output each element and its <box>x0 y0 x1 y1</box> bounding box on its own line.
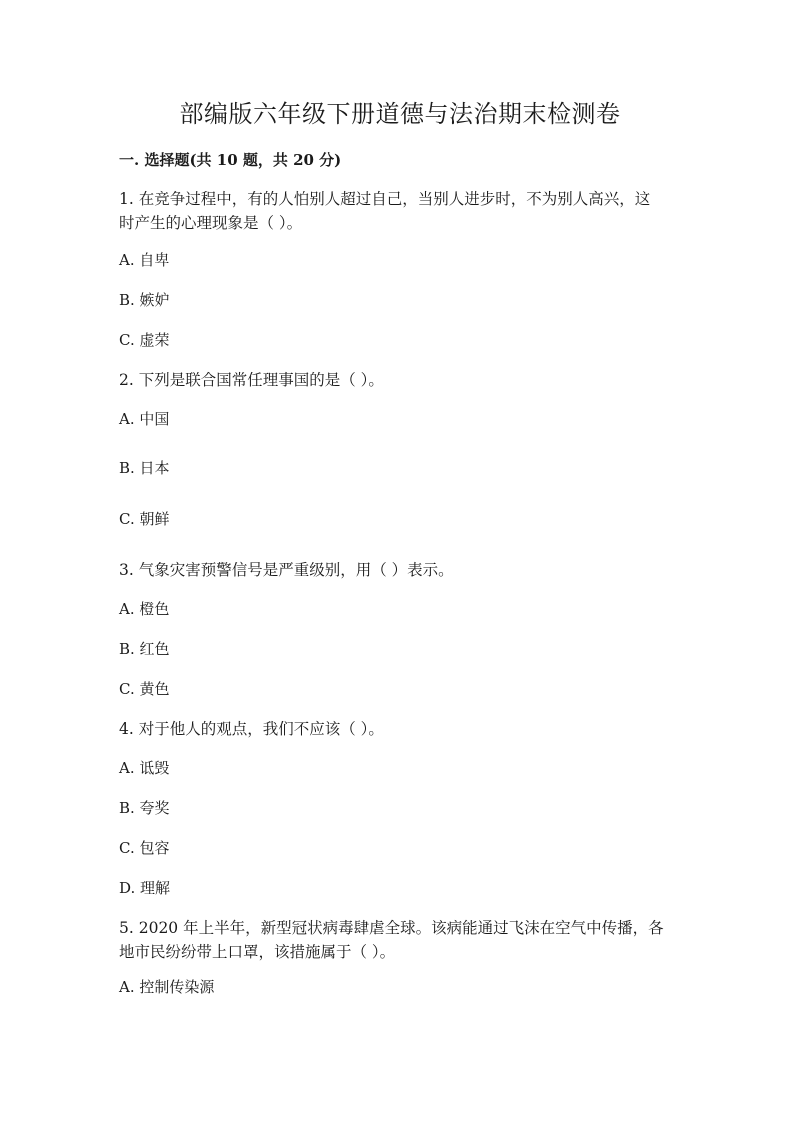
question-3-option-a: A. 橙色 <box>119 600 170 618</box>
question-2-option-c: C. 朝鲜 <box>119 510 170 528</box>
question-2-stem: 2. 下列是联合国常任理事国的是（ ）。 <box>119 371 384 389</box>
question-1-option-c: C. 虚荣 <box>119 331 170 349</box>
question-4-option-a: A. 诋毁 <box>119 759 170 777</box>
question-4-stem: 4. 对于他人的观点，我们不应该（ ）。 <box>119 720 384 738</box>
question-3-option-c: C. 黄色 <box>119 680 170 698</box>
question-4-option-c: C. 包容 <box>119 839 170 857</box>
question-2-option-b: B. 日本 <box>119 459 170 477</box>
question-3-option-b: B. 红色 <box>119 640 170 658</box>
question-5-stem-line-2: 地市民纷纷带上口罩，该措施属于（ ）。 <box>119 943 396 961</box>
question-4-option-b: B. 夸奖 <box>119 799 170 817</box>
question-1-option-a: A. 自卑 <box>119 251 170 269</box>
section-header: 一. 选择题(共 10 题，共 20 分) <box>119 151 342 169</box>
exam-title: 部编版六年级下册道德与法治期末检测卷 <box>179 100 621 128</box>
question-1-stem-line-1: 1. 在竞争过程中，有的人怕别人超过自己，当别人进步时，不为别人高兴，这 <box>119 190 651 208</box>
question-2-option-a: A. 中国 <box>119 410 170 428</box>
question-5-option-a: A. 控制传染源 <box>119 978 215 996</box>
question-1-option-b: B. 嫉妒 <box>119 291 170 309</box>
question-3-stem: 3. 气象灾害预警信号是严重级别，用（ ）表示。 <box>119 561 454 579</box>
question-5-stem-line-1: 5. 2020 年上半年，新型冠状病毒肆虐全球。该病能通过飞沫在空气中传播，各 <box>119 919 664 937</box>
question-1-stem-line-2: 时产生的心理现象是（ ）。 <box>119 214 303 232</box>
question-4-option-d: D. 理解 <box>119 879 171 897</box>
